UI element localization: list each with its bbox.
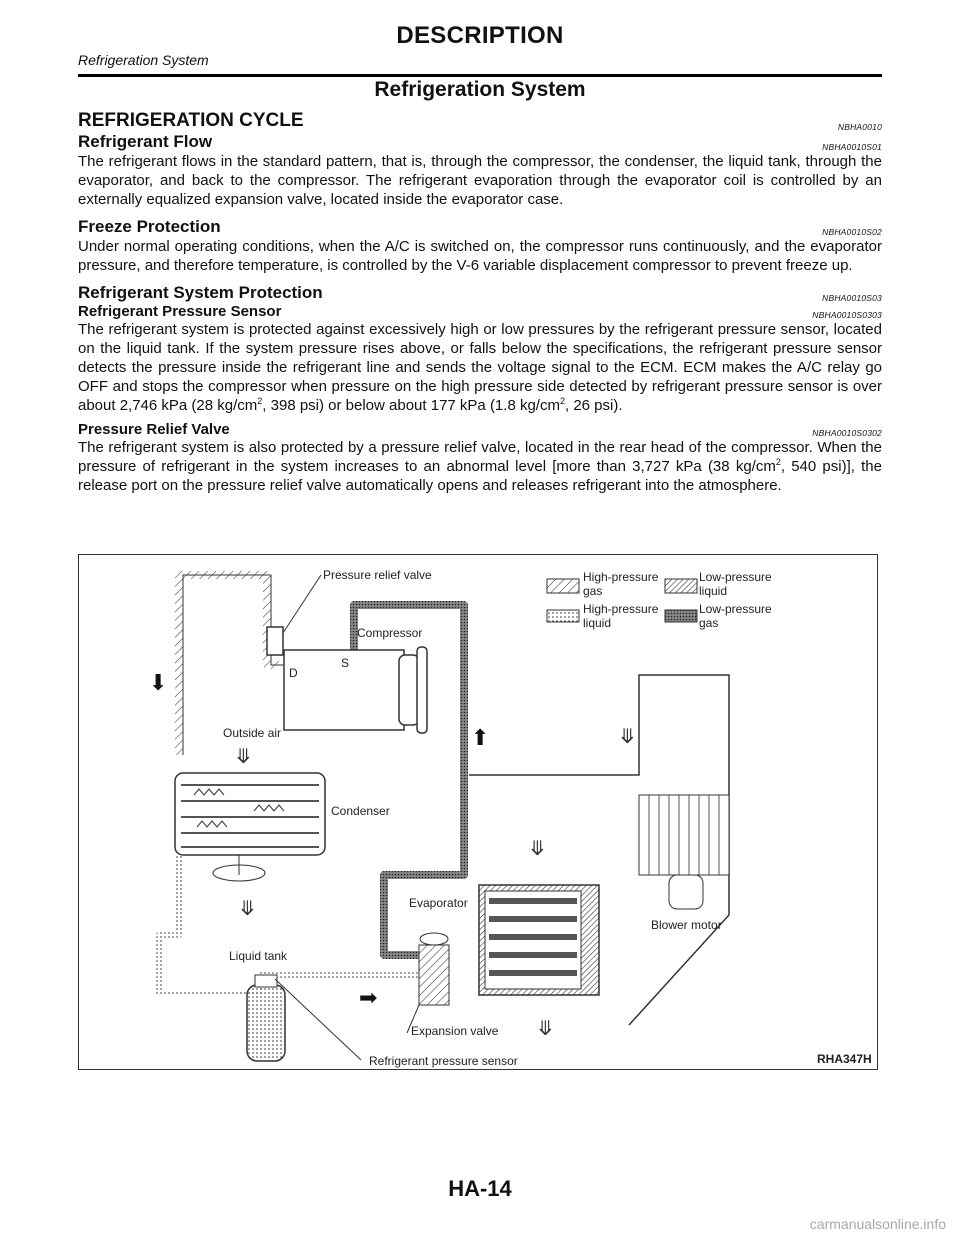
header-title: DESCRIPTION [396,22,564,49]
freeze-paragraph: Under normal operating conditions, when the A/C is switched on, the compressor runs continuously, and the evaporator pressure, and therefore temperature, is controlled by the V-6 variable displacement compressor to prevent freeze up. [78,238,882,274]
protection-heading: Refrigerant System Protection [78,283,323,302]
sensor-heading-row [78,303,882,320]
flow-paragraph: The refrigerant flows in the standard pattern, that is, through the compressor, the condenser, the liquid tank, through the evaporator, and back to the compressor. The refrigerant evaporation through the evaporator coil is controlled by an externally equalized expansion valve, located inside the evaporator case. [78,153,882,208]
page-header [78,22,882,68]
sensor-sup-a: 2 [257,396,263,406]
label-refrigerant-pressure-sensor: Refrigerant pressure sensor [369,1054,518,1068]
blower-motor [639,795,729,909]
protection-code: NBHA0010S03 [822,293,882,303]
label-outside-air: Outside air [223,726,282,740]
evaporator [479,885,599,995]
refrigeration-diagram [78,554,878,1070]
flow-arrow-right-icon: ➡ [359,985,378,1010]
label-compressor: Compressor [357,626,423,640]
sensor-code: NBHA0010S0303 [812,310,882,320]
legend [547,570,772,630]
flow-heading: Refrigerant Flow [78,132,213,151]
condenser-fan-icon [213,855,265,881]
air-arrow-lower-icon: ⤋ [239,898,256,920]
legend-lp-gas-2: gas [699,616,719,630]
air-arrow-evap-icon: ⤋ [529,838,546,860]
air-arrow-out-icon: ⤋ [537,1018,554,1040]
sensor-heading: Refrigerant Pressure Sensor [78,303,282,320]
sensor-text-a: The refrigerant system is protected against excessively high or low pressures by the refrigerant pressure sensor, located on the liquid tank. If the system pressure rises above, or falls below the specifications, the refrigerant pressure sensor detects the pressure inside the refrigerant line and sends the voltage signal to the ECM. ECM makes the A/C relay go OFF and stops the compressor when pressure on the high pressure side detected by refrigerant pressure sensor is over about 2,746 kPa (28 kg/cm [78,321,882,414]
relief-text-b: , 540 psi)], the release port on the pressure relief valve automatically opens and releases refrigerant into the atmosphere. [78,458,882,494]
label-expansion-valve: Expansion valve [411,1024,499,1038]
label-liquid-tank: Liquid tank [229,949,288,963]
header-subtitle: Refrigeration System [78,52,209,68]
label-pressure-relief-valve: Pressure relief valve [323,568,432,582]
freeze-code: NBHA0010S02 [822,227,882,237]
relief-text-a: The refrigerant system is also protected by a pressure relief valve, located in the rear head of the compressor. When the pressure of refrigerant in the system increases to an abnormal level [more than 3,727 kPa (38 kg/cm [78,439,882,475]
legend-swatch-hp-liquid [547,610,579,622]
relief-heading-row [78,421,882,438]
flow-arrow-up-icon: ⬆ [471,725,490,750]
label-condenser: Condenser [331,804,390,818]
diagram-svg [79,555,879,1071]
flow-arrow-down-icon: ⬇ [149,670,168,695]
cycle-heading: REFRIGERATION CYCLE [78,110,304,131]
relief-heading: Pressure Relief Valve [78,421,230,438]
label-blower-motor: Blower motor [651,918,722,932]
condenser [175,773,325,855]
legend-hp-liquid-1: High-pressure [583,602,659,616]
flow-heading-row [78,132,882,152]
figure-ref-code: RHA347H [817,1052,872,1066]
protection-heading-row [78,283,882,303]
air-arrow-icon: ⤋ [235,746,252,768]
sensor-leader [275,979,361,1060]
compressor [284,647,427,733]
label-s: S [341,656,350,670]
legend-lp-liquid-1: Low-pressure [699,570,772,584]
main-content [78,78,882,501]
cycle-heading-row [78,110,882,132]
legend-hp-gas-2: gas [583,584,603,598]
section-title: Refrigeration System [374,78,586,101]
air-arrow-blower-icon: ⤋ [619,726,636,748]
flow-code: NBHA0010S01 [822,142,882,152]
pressure-relief-valve [267,627,283,655]
cycle-code: NBHA0010 [837,122,882,132]
watermark: carmanualsonline.info [809,1216,946,1232]
relief-code: NBHA0010S0302 [812,428,882,438]
sensor-paragraph [78,320,882,415]
expansion-valve [419,933,449,1005]
freeze-heading-row [78,217,882,237]
legend-swatch-hp-gas [547,579,579,593]
sensor-sup-b: 2 [559,396,565,406]
label-d: D [289,666,298,680]
legend-hp-liquid-2: liquid [583,616,612,630]
relief-paragraph [78,438,882,495]
header-divider [78,74,882,77]
legend-lp-gas-1: Low-pressure [699,602,772,616]
legend-swatch-lp-liquid [665,579,697,593]
label-evaporator: Evaporator [409,896,468,910]
legend-hp-gas-1: High-pressure [583,570,659,584]
freeze-heading: Freeze Protection [78,217,221,236]
page-number: HA-14 [448,1176,512,1201]
relief-leader [283,575,321,633]
legend-swatch-lp-gas [665,610,697,622]
sensor-text-c: , 26 psi). [564,397,623,414]
sensor-text-b: , 398 psi) or below about 177 kPa (1.8 kg/cm [262,397,560,414]
relief-sup-a: 2 [775,457,781,467]
legend-lp-liquid-2: liquid [699,584,728,598]
liquid-tank [247,975,285,1061]
